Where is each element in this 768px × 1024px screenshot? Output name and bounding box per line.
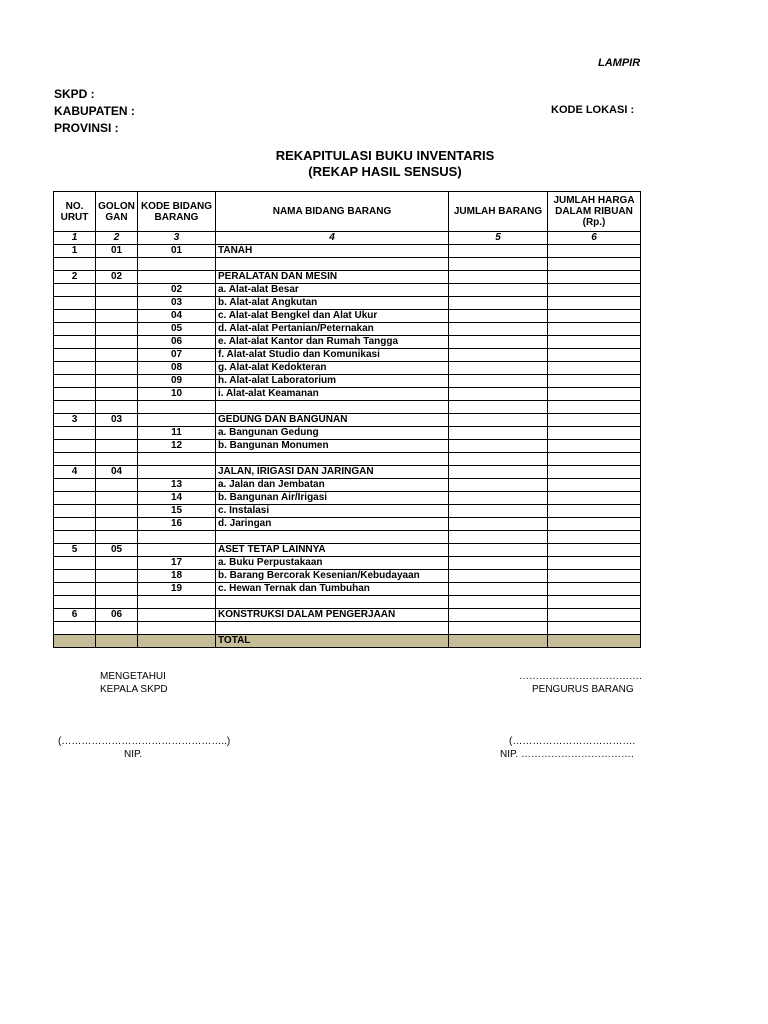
kode-bidang-cell bbox=[138, 258, 216, 271]
table-row bbox=[54, 479, 641, 492]
column-number: 6 bbox=[548, 232, 641, 245]
kode-bidang-cell bbox=[138, 466, 216, 479]
kode-bidang-cell: 17 bbox=[138, 557, 216, 570]
jumlah-harga-cell bbox=[548, 505, 641, 518]
jumlah-harga-cell bbox=[548, 245, 641, 258]
table-row bbox=[54, 284, 641, 297]
jumlah-barang-cell bbox=[449, 258, 548, 271]
nama-bidang-cell: b. Bangunan Monumen bbox=[216, 440, 449, 453]
jumlah-barang-cell bbox=[449, 336, 548, 349]
inventory-table bbox=[53, 191, 641, 648]
nama-bidang-cell: i. Alat-alat Keamanan bbox=[216, 388, 449, 401]
column-number: 1 bbox=[54, 232, 96, 245]
kode-bidang-cell: 06 bbox=[138, 336, 216, 349]
table-row bbox=[54, 310, 641, 323]
golongan-cell bbox=[96, 570, 138, 583]
pengurus-barang-label: PENGURUS BARANG bbox=[532, 684, 634, 695]
no-urut-cell bbox=[54, 349, 96, 362]
column-number: 4 bbox=[216, 232, 449, 245]
kode-bidang-cell: 03 bbox=[138, 297, 216, 310]
kode-lokasi-label: KODE LOKASI : bbox=[551, 104, 635, 116]
golongan-cell bbox=[96, 492, 138, 505]
jumlah-harga-cell bbox=[548, 414, 641, 427]
nama-bidang-cell: d. Jaringan bbox=[216, 518, 449, 531]
column-header-jumlah-harga: JUMLAH HARGA DALAM RIBUAN (Rp.) bbox=[548, 192, 641, 232]
nama-bidang-cell: a. Bangunan Gedung bbox=[216, 427, 449, 440]
no-urut-cell bbox=[54, 323, 96, 336]
kode-bidang-cell bbox=[138, 622, 216, 635]
no-urut-cell bbox=[54, 297, 96, 310]
table-row bbox=[54, 570, 641, 583]
kode-bidang-cell: 01 bbox=[138, 245, 216, 258]
nama-bidang-cell: e. Alat-alat Kantor dan Rumah Tangga bbox=[216, 336, 449, 349]
column-number-row bbox=[54, 232, 641, 245]
no-urut-cell: 1 bbox=[54, 245, 96, 258]
no-urut-cell: 4 bbox=[54, 466, 96, 479]
nama-bidang-cell: c. Hewan Ternak dan Tumbuhan bbox=[216, 583, 449, 596]
table-row bbox=[54, 505, 641, 518]
jumlah-barang-cell bbox=[449, 531, 548, 544]
no-urut-cell bbox=[54, 622, 96, 635]
table-row bbox=[54, 362, 641, 375]
jumlah-harga-cell bbox=[548, 557, 641, 570]
jumlah-harga-cell bbox=[548, 375, 641, 388]
kode-bidang-cell: 05 bbox=[138, 323, 216, 336]
kode-bidang-cell bbox=[138, 544, 216, 557]
nama-bidang-cell bbox=[216, 453, 449, 466]
table-row bbox=[54, 518, 641, 531]
jumlah-harga-cell bbox=[548, 271, 641, 284]
kode-bidang-cell bbox=[138, 596, 216, 609]
jumlah-barang-cell bbox=[449, 297, 548, 310]
jumlah-harga-cell bbox=[548, 336, 641, 349]
jumlah-harga-cell bbox=[548, 362, 641, 375]
jumlah-harga-cell bbox=[548, 531, 641, 544]
jumlah-harga-cell bbox=[548, 297, 641, 310]
no-urut-cell bbox=[54, 388, 96, 401]
table-row bbox=[54, 609, 641, 622]
golongan-cell bbox=[96, 479, 138, 492]
kode-bidang-cell bbox=[138, 531, 216, 544]
jumlah-barang-cell bbox=[449, 414, 548, 427]
column-header-kode-bidang: KODE BIDANG BARANG bbox=[138, 192, 216, 232]
nama-bidang-cell: b. Alat-alat Angkutan bbox=[216, 297, 449, 310]
golongan-cell bbox=[96, 362, 138, 375]
no-urut-cell bbox=[54, 570, 96, 583]
kode-bidang-cell bbox=[138, 609, 216, 622]
no-urut-cell bbox=[54, 557, 96, 570]
table-row bbox=[54, 557, 641, 570]
no-urut-cell bbox=[54, 258, 96, 271]
nama-bidang-cell bbox=[216, 531, 449, 544]
jumlah-harga-cell bbox=[548, 609, 641, 622]
jumlah-barang-cell bbox=[449, 622, 548, 635]
golongan-cell bbox=[96, 336, 138, 349]
kode-bidang-cell: 13 bbox=[138, 479, 216, 492]
kode-bidang-cell: 07 bbox=[138, 349, 216, 362]
kode-bidang-cell bbox=[138, 414, 216, 427]
golongan-cell bbox=[96, 427, 138, 440]
jumlah-barang-cell bbox=[449, 310, 548, 323]
kode-bidang-cell: 19 bbox=[138, 583, 216, 596]
column-number: 3 bbox=[138, 232, 216, 245]
jumlah-barang-cell bbox=[449, 505, 548, 518]
jumlah-harga-cell bbox=[548, 479, 641, 492]
nama-bidang-cell: a. Alat-alat Besar bbox=[216, 284, 449, 297]
jumlah-harga-cell bbox=[548, 349, 641, 362]
kepala-skpd-label: KEPALA SKPD bbox=[100, 684, 168, 695]
golongan-cell: 02 bbox=[96, 271, 138, 284]
jumlah-barang-cell bbox=[449, 479, 548, 492]
jumlah-harga-cell bbox=[548, 453, 641, 466]
jumlah-harga-cell bbox=[548, 544, 641, 557]
no-urut-cell bbox=[54, 427, 96, 440]
no-urut-cell bbox=[54, 505, 96, 518]
kepala-name-placeholder: (…………………………………………..) bbox=[58, 736, 231, 747]
golongan-cell bbox=[96, 453, 138, 466]
kepala-nip-label: NIP. bbox=[124, 749, 143, 760]
table-row bbox=[54, 349, 641, 362]
column-number: 5 bbox=[449, 232, 548, 245]
golongan-cell bbox=[96, 596, 138, 609]
table-row bbox=[54, 544, 641, 557]
table-row bbox=[54, 492, 641, 505]
kabupaten-label: KABUPATEN : bbox=[54, 104, 135, 118]
jumlah-barang-cell bbox=[449, 557, 548, 570]
jumlah-harga-cell bbox=[548, 284, 641, 297]
golongan-cell bbox=[96, 518, 138, 531]
kode-bidang-cell: 12 bbox=[138, 440, 216, 453]
total-cell bbox=[54, 635, 96, 648]
no-urut-cell bbox=[54, 362, 96, 375]
kode-bidang-cell bbox=[138, 453, 216, 466]
no-urut-cell bbox=[54, 310, 96, 323]
table-row bbox=[54, 297, 641, 310]
document-title: REKAPITULASI BUKU INVENTARIS bbox=[275, 148, 495, 163]
pengurus-nip-label: NIP. ……………………………. bbox=[500, 749, 634, 760]
golongan-cell bbox=[96, 323, 138, 336]
golongan-cell bbox=[96, 375, 138, 388]
total-jumlah-barang bbox=[449, 635, 548, 648]
nama-bidang-cell: c. Instalasi bbox=[216, 505, 449, 518]
jumlah-barang-cell bbox=[449, 453, 548, 466]
jumlah-barang-cell bbox=[449, 401, 548, 414]
nama-bidang-cell: TANAH bbox=[216, 245, 449, 258]
no-urut-cell bbox=[54, 596, 96, 609]
table-row bbox=[54, 258, 641, 271]
golongan-cell: 06 bbox=[96, 609, 138, 622]
golongan-cell bbox=[96, 440, 138, 453]
jumlah-harga-cell bbox=[548, 466, 641, 479]
golongan-cell bbox=[96, 284, 138, 297]
table-row bbox=[54, 596, 641, 609]
golongan-cell bbox=[96, 297, 138, 310]
jumlah-barang-cell bbox=[449, 440, 548, 453]
jumlah-harga-cell bbox=[548, 583, 641, 596]
nama-bidang-cell bbox=[216, 258, 449, 271]
total-label: TOTAL bbox=[216, 635, 449, 648]
jumlah-barang-cell bbox=[449, 388, 548, 401]
jumlah-barang-cell bbox=[449, 583, 548, 596]
nama-bidang-cell: KONSTRUKSI DALAM PENGERJAAN bbox=[216, 609, 449, 622]
golongan-cell bbox=[96, 310, 138, 323]
no-urut-cell: 6 bbox=[54, 609, 96, 622]
table-row bbox=[54, 323, 641, 336]
kode-bidang-cell: 14 bbox=[138, 492, 216, 505]
nama-bidang-cell: b. Barang Bercorak Kesenian/Kebudayaan bbox=[216, 570, 449, 583]
document-subtitle: (REKAP HASIL SENSUS) bbox=[308, 164, 462, 179]
kode-bidang-cell bbox=[138, 401, 216, 414]
jumlah-barang-cell bbox=[449, 271, 548, 284]
kode-bidang-cell: 18 bbox=[138, 570, 216, 583]
column-number: 2 bbox=[96, 232, 138, 245]
jumlah-barang-cell bbox=[449, 609, 548, 622]
jumlah-barang-cell bbox=[449, 427, 548, 440]
table-row bbox=[54, 466, 641, 479]
pengurus-name-placeholder: (………………………………. bbox=[509, 736, 636, 747]
nama-bidang-cell: h. Alat-alat Laboratorium bbox=[216, 375, 449, 388]
table-row bbox=[54, 401, 641, 414]
jumlah-barang-cell bbox=[449, 323, 548, 336]
table-row bbox=[54, 336, 641, 349]
jumlah-harga-cell bbox=[548, 310, 641, 323]
mengetahui-label: MENGETAHUI bbox=[100, 671, 166, 682]
jumlah-harga-cell bbox=[548, 401, 641, 414]
nama-bidang-cell: g. Alat-alat Kedokteran bbox=[216, 362, 449, 375]
no-urut-cell bbox=[54, 375, 96, 388]
nama-bidang-cell: PERALATAN DAN MESIN bbox=[216, 271, 449, 284]
jumlah-harga-cell bbox=[548, 388, 641, 401]
jumlah-harga-cell bbox=[548, 427, 641, 440]
jumlah-barang-cell bbox=[449, 362, 548, 375]
golongan-cell bbox=[96, 388, 138, 401]
kode-bidang-cell: 10 bbox=[138, 388, 216, 401]
jumlah-harga-cell bbox=[548, 570, 641, 583]
no-urut-cell bbox=[54, 401, 96, 414]
table-header-row bbox=[54, 192, 641, 232]
total-cell bbox=[138, 635, 216, 648]
nama-bidang-cell: c. Alat-alat Bengkel dan Alat Ukur bbox=[216, 310, 449, 323]
no-urut-cell bbox=[54, 284, 96, 297]
lampir-label: LAMPIR bbox=[598, 57, 641, 69]
golongan-cell bbox=[96, 349, 138, 362]
jumlah-barang-cell bbox=[449, 570, 548, 583]
table-row bbox=[54, 245, 641, 258]
jumlah-harga-cell bbox=[548, 440, 641, 453]
golongan-cell bbox=[96, 557, 138, 570]
golongan-cell bbox=[96, 505, 138, 518]
no-urut-cell: 5 bbox=[54, 544, 96, 557]
jumlah-barang-cell bbox=[449, 596, 548, 609]
no-urut-cell bbox=[54, 518, 96, 531]
pengurus-dots: ………………………………. bbox=[519, 671, 642, 682]
nama-bidang-cell: JALAN, IRIGASI DAN JARINGAN bbox=[216, 466, 449, 479]
no-urut-cell bbox=[54, 583, 96, 596]
kode-bidang-cell: 15 bbox=[138, 505, 216, 518]
no-urut-cell: 3 bbox=[54, 414, 96, 427]
no-urut-cell bbox=[54, 440, 96, 453]
kode-bidang-cell: 08 bbox=[138, 362, 216, 375]
nama-bidang-cell bbox=[216, 401, 449, 414]
no-urut-cell bbox=[54, 453, 96, 466]
golongan-cell bbox=[96, 531, 138, 544]
nama-bidang-cell bbox=[216, 622, 449, 635]
table-row bbox=[54, 271, 641, 284]
column-header-nama-bidang: NAMA BIDANG BARANG bbox=[216, 192, 449, 232]
golongan-cell: 05 bbox=[96, 544, 138, 557]
no-urut-cell bbox=[54, 492, 96, 505]
nama-bidang-cell bbox=[216, 596, 449, 609]
golongan-cell: 01 bbox=[96, 245, 138, 258]
jumlah-barang-cell bbox=[449, 466, 548, 479]
golongan-cell bbox=[96, 583, 138, 596]
provinsi-label: PROVINSI : bbox=[54, 121, 119, 135]
jumlah-barang-cell bbox=[449, 375, 548, 388]
table-row bbox=[54, 440, 641, 453]
nama-bidang-cell: a. Buku Perpustakaan bbox=[216, 557, 449, 570]
kode-bidang-cell bbox=[138, 271, 216, 284]
golongan-cell bbox=[96, 622, 138, 635]
table-row bbox=[54, 531, 641, 544]
jumlah-harga-cell bbox=[548, 596, 641, 609]
table-row bbox=[54, 622, 641, 635]
jumlah-harga-cell bbox=[548, 518, 641, 531]
jumlah-harga-cell bbox=[548, 258, 641, 271]
nama-bidang-cell: a. Jalan dan Jembatan bbox=[216, 479, 449, 492]
table-row bbox=[54, 427, 641, 440]
nama-bidang-cell: d. Alat-alat Pertanian/Peternakan bbox=[216, 323, 449, 336]
jumlah-harga-cell bbox=[548, 492, 641, 505]
skpd-label: SKPD : bbox=[54, 87, 95, 101]
jumlah-barang-cell bbox=[449, 492, 548, 505]
total-row bbox=[54, 635, 641, 648]
column-header-no-urut: NO. URUT bbox=[54, 192, 96, 232]
column-header-jumlah-barang: JUMLAH BARANG bbox=[449, 192, 548, 232]
table-row bbox=[54, 414, 641, 427]
kode-bidang-cell: 16 bbox=[138, 518, 216, 531]
jumlah-barang-cell bbox=[449, 544, 548, 557]
total-cell bbox=[96, 635, 138, 648]
nama-bidang-cell: b. Bangunan Air/Irigasi bbox=[216, 492, 449, 505]
table-row bbox=[54, 388, 641, 401]
nama-bidang-cell: ASET TETAP LAINNYA bbox=[216, 544, 449, 557]
column-header-golongan: GOLON GAN bbox=[96, 192, 138, 232]
jumlah-barang-cell bbox=[449, 245, 548, 258]
no-urut-cell bbox=[54, 336, 96, 349]
kode-bidang-cell: 02 bbox=[138, 284, 216, 297]
kode-bidang-cell: 04 bbox=[138, 310, 216, 323]
table-row bbox=[54, 453, 641, 466]
golongan-cell bbox=[96, 258, 138, 271]
no-urut-cell bbox=[54, 479, 96, 492]
jumlah-barang-cell bbox=[449, 518, 548, 531]
table-row bbox=[54, 375, 641, 388]
nama-bidang-cell: GEDUNG DAN BANGUNAN bbox=[216, 414, 449, 427]
table-row bbox=[54, 583, 641, 596]
golongan-cell bbox=[96, 401, 138, 414]
no-urut-cell: 2 bbox=[54, 271, 96, 284]
golongan-cell: 04 bbox=[96, 466, 138, 479]
kode-bidang-cell: 09 bbox=[138, 375, 216, 388]
total-jumlah-harga bbox=[548, 635, 641, 648]
no-urut-cell bbox=[54, 531, 96, 544]
jumlah-barang-cell bbox=[449, 349, 548, 362]
jumlah-harga-cell bbox=[548, 323, 641, 336]
jumlah-barang-cell bbox=[449, 284, 548, 297]
jumlah-harga-cell bbox=[548, 622, 641, 635]
nama-bidang-cell: f. Alat-alat Studio dan Komunikasi bbox=[216, 349, 449, 362]
golongan-cell: 03 bbox=[96, 414, 138, 427]
kode-bidang-cell: 11 bbox=[138, 427, 216, 440]
